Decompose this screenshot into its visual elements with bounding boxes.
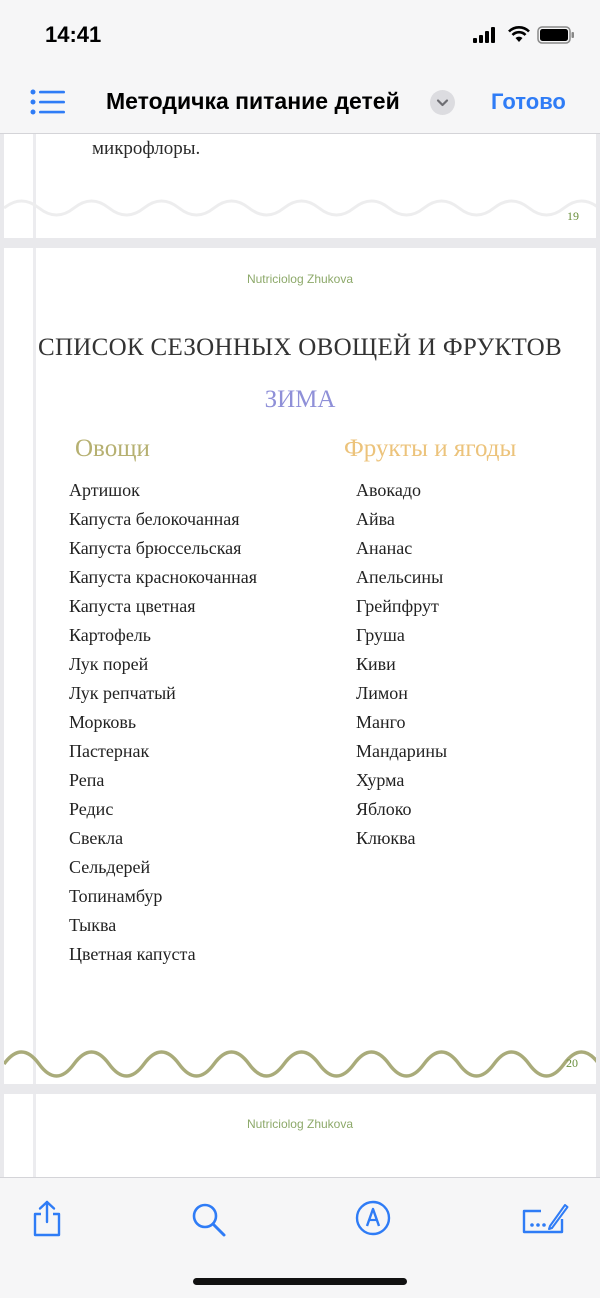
list-item: Капуста цветная bbox=[69, 596, 196, 616]
list-item: Цветная капуста bbox=[69, 944, 196, 964]
signature-icon[interactable] bbox=[521, 1201, 569, 1235]
list-item: Редис bbox=[69, 799, 114, 819]
page-number: 20 bbox=[566, 1056, 578, 1070]
list-item: Свекла bbox=[69, 828, 124, 848]
list-item: Репа bbox=[69, 770, 105, 790]
page-margin-line bbox=[33, 248, 36, 1084]
wave-decoration bbox=[4, 191, 596, 225]
list-item: Апельсины bbox=[356, 567, 444, 587]
wifi-icon bbox=[507, 25, 531, 43]
list-item: Тыква bbox=[69, 915, 117, 935]
list-item: Артишок bbox=[69, 480, 140, 500]
markup-pen-icon[interactable] bbox=[354, 1199, 392, 1237]
list-item: Капуста белокочанная bbox=[69, 509, 240, 529]
list-item: Манго bbox=[356, 712, 406, 732]
page-19 bbox=[4, 134, 596, 238]
list-item: Хурма bbox=[356, 770, 405, 790]
home-indicator bbox=[193, 1278, 407, 1285]
page-number: 19 bbox=[567, 209, 579, 223]
bottom-toolbar bbox=[0, 1177, 600, 1298]
list-icon[interactable] bbox=[30, 89, 66, 115]
done-button[interactable]: Готово bbox=[491, 89, 566, 114]
list-item: Лук порей bbox=[69, 654, 149, 674]
list-item: Грейпфрут bbox=[356, 596, 439, 616]
battery-icon bbox=[537, 26, 575, 44]
title-menu-button[interactable] bbox=[430, 90, 455, 115]
list-item: Айва bbox=[356, 509, 395, 529]
list-item: Лук репчатый bbox=[69, 683, 176, 703]
vegetables-list bbox=[69, 476, 257, 969]
page-header: Nutriciolog Zhukova bbox=[246, 272, 354, 286]
list-item: Сельдерей bbox=[69, 857, 151, 877]
cellular-signal-icon bbox=[473, 27, 497, 43]
wave-decoration bbox=[4, 1038, 596, 1084]
list-item: Капуста брюссельская bbox=[69, 538, 242, 558]
list-item: Яблоко bbox=[356, 799, 412, 819]
page-heading: СПИСОК СЕЗОННЫХ ОВОЩЕЙ И ФРУКТОВ bbox=[37, 334, 563, 361]
list-item: Лимон bbox=[356, 683, 408, 703]
list-item: Морковь bbox=[69, 712, 137, 732]
list-item: Авокадо bbox=[356, 480, 421, 500]
list-item: Клюква bbox=[356, 828, 416, 848]
chevron-down-icon bbox=[430, 90, 455, 115]
page-margin-line bbox=[33, 1094, 36, 1177]
vegetables-title: Овощи bbox=[75, 435, 150, 462]
list-item: Топинамбур bbox=[69, 886, 163, 906]
list-item: Груша bbox=[356, 625, 405, 645]
document-title[interactable]: Методичка питание детей bbox=[106, 88, 400, 114]
page-text: микрофлоры. bbox=[92, 138, 201, 159]
page-20 bbox=[4, 248, 596, 1084]
fruits-list bbox=[356, 476, 447, 853]
navigation-bar bbox=[0, 70, 600, 134]
list-item: Капуста краснокочанная bbox=[69, 567, 258, 587]
status-time: 14:41 bbox=[45, 22, 102, 47]
document-viewer[interactable] bbox=[0, 134, 600, 1177]
season-title: ЗИМА bbox=[264, 386, 336, 413]
share-icon[interactable] bbox=[31, 1200, 63, 1238]
list-item: Киви bbox=[356, 654, 396, 674]
list-item: Ананас bbox=[356, 538, 413, 558]
fruits-title: Фрукты и ягоды bbox=[344, 435, 517, 462]
search-icon[interactable] bbox=[191, 1202, 227, 1238]
page-21 bbox=[4, 1094, 596, 1177]
status-bar bbox=[0, 0, 600, 70]
page-header: Nutriciolog Zhukova bbox=[246, 1117, 354, 1131]
list-item: Мандарины bbox=[356, 741, 448, 761]
list-item: Пастернак bbox=[69, 741, 150, 761]
list-item: Картофель bbox=[69, 625, 151, 645]
